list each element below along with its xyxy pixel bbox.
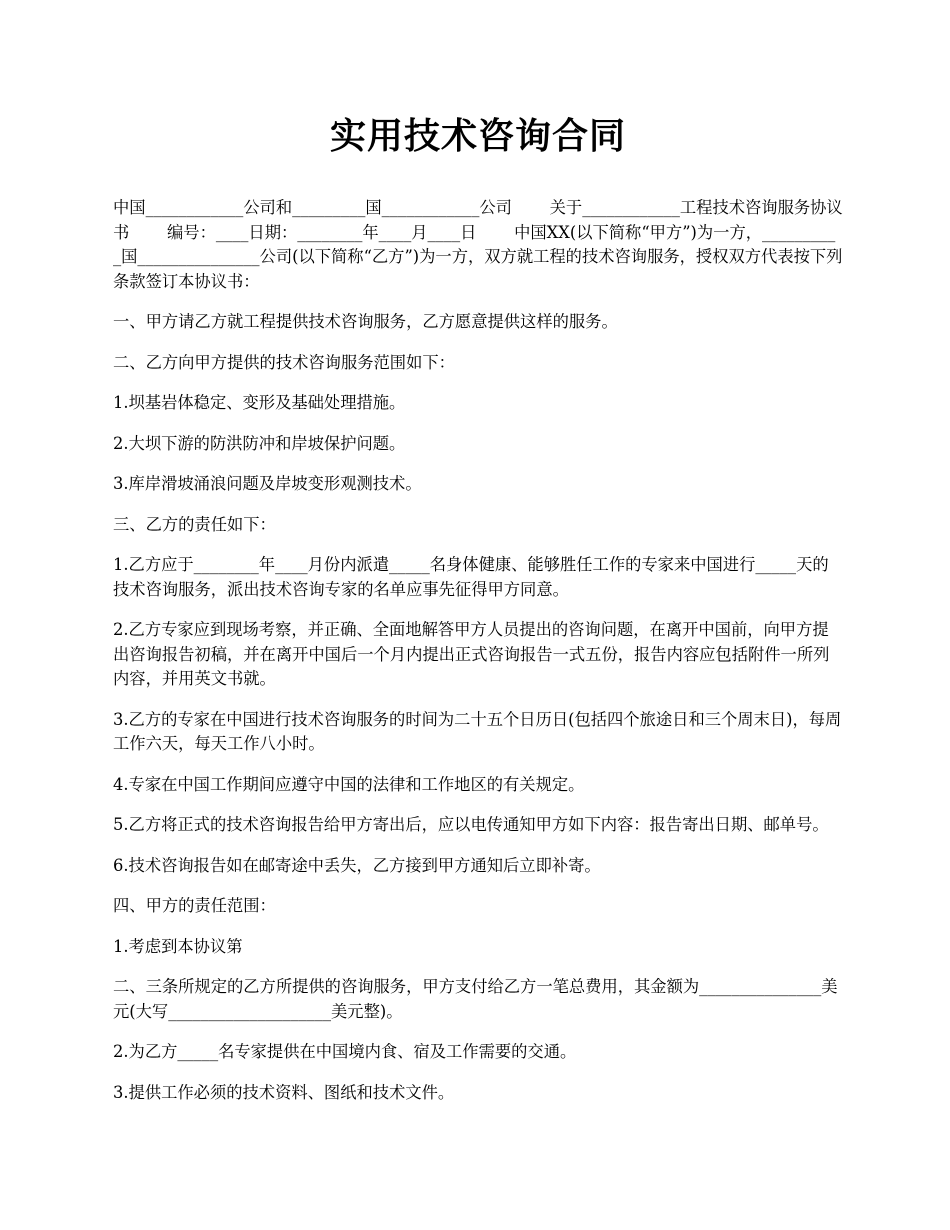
intro-paragraph: 中国____________公司和_________国____________公司 关于____________工程技术咨询服务协议书 编号：____日期：________年____月____日 中国XX(以下简称“甲方”)为一方，__________国_______________公司(以下简称“乙方”)为一方，双方就工程的技术咨询服务，授权双方代表按下列条款签订本协议书： — [113, 198, 843, 291]
clause-2-heading: 二、乙方向甲方提供的技术咨询服务范围如下： — [113, 352, 455, 372]
clause-2-item-2: 2.大坝下游的防洪防冲和岸坡保护问题。 — [113, 433, 406, 453]
document-page — [113, 112, 843, 1121]
clause-4-item-2: 2.为乙方_____名专家提供在中国境内食、宿及工作需要的交通。 — [113, 1042, 577, 1061]
clause-2-item-1: 1.坝基岩体稳定、变形及基础处理措施。 — [113, 393, 406, 412]
clause-4-heading: 四、甲方的责任范围： — [113, 896, 276, 915]
clause-3-item-1: 1.乙方应于________年____月份内派遣_____名身体健康、能够胜任工作的专家来中国进行_____天的技术咨询服务，派出技术咨询专家的名单应事先征得甲方同意。 — [113, 555, 829, 599]
clause-3-item-4: 4.专家在中国工作期间应遵守中国的法律和工作地区的有关规定。 — [113, 774, 585, 794]
clause-1: 一、甲方请乙方就工程提供技术咨询服务，乙方愿意提供这样的服务。 — [113, 312, 618, 331]
clause-3-item-2: 2.乙方专家应到现场考察，并正确、全面地解答甲方人员提出的咨询问题，在离开中国前，向甲方提出咨询报告初稿，并在离开中国后一个月内提出正式咨询报告一式五份，报告内容应包括附件一所列内容，并用英文书就。 — [113, 620, 830, 688]
clause-4-item-1: 1.考虑到本协议第 — [113, 936, 243, 956]
clause-2-item-3: 3.库岸滑坡涌浪问题及岸坡变形观测技术。 — [113, 474, 422, 493]
clause-3-item-3: 3.乙方的专家在中国进行技术咨询服务的时间为二十五个日历日(包括四个旅途日和三个周末日)，每周工作六天，每天工作八小时。 — [113, 709, 842, 753]
document-title: 实用技术咨询合同 — [329, 115, 626, 157]
clause-3-item-5: 5.乙方将正式的技术咨询报告给甲方寄出后，应以电传通知甲方如下内容：报告寄出日期、邮单号。 — [113, 815, 829, 834]
clause-3-item-6: 6.技术咨询报告如在邮寄途中丢失，乙方接到甲方通知后立即补寄。 — [113, 855, 601, 875]
clause-3-heading: 三、乙方的责任如下： — [113, 514, 276, 534]
clause-4-item-3: 3.提供工作必须的技术资料、图纸和技术文件。 — [113, 1082, 455, 1102]
clause-4-item-1-continued: 二、三条所规定的乙方所提供的咨询服务，甲方支付给乙方一笔总费用，其金额为_______________美元(大写____________________美元整)。 — [113, 977, 838, 1021]
